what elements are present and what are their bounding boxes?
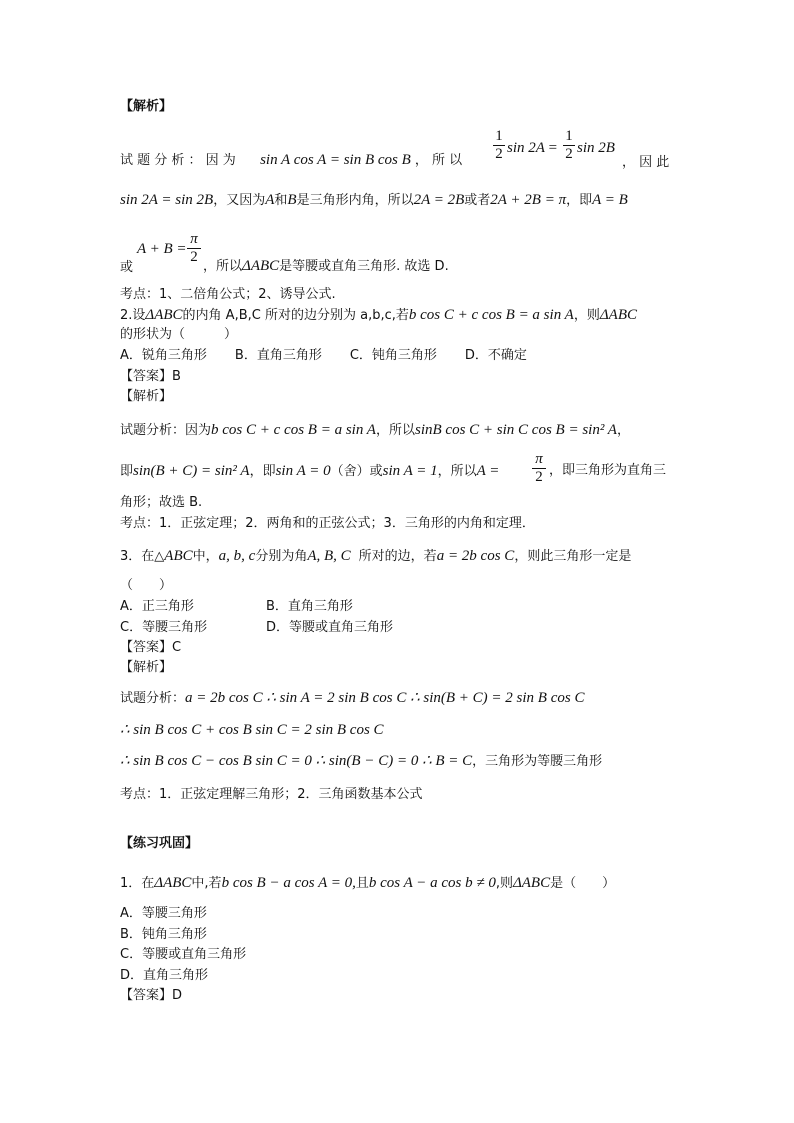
- text: ，三角形为等腰三角形: [472, 754, 603, 769]
- q2-stem-2: 的形状为（ ）: [120, 327, 238, 342]
- math: sinB cos C + sin C cos B = sin² A: [415, 422, 617, 438]
- text: 即: [120, 464, 134, 479]
- q3-stem: [120, 548, 631, 565]
- text-huo: 或: [120, 260, 134, 275]
- math-eq1: sin A cos A = sin B cos B: [260, 152, 411, 168]
- q3-option-c: C．等腰三角形: [120, 620, 208, 635]
- text: ，: [616, 423, 630, 438]
- q2-analysis-2b: ，即三角形为直角三: [549, 463, 667, 478]
- math-sin2B: sin 2B: [577, 140, 615, 156]
- option-c: C．钝角三角形: [349, 348, 437, 363]
- math: a, b, c: [218, 548, 256, 564]
- kaodian-1: 考点：1、二倍角公式；2、诱导公式.: [120, 287, 336, 302]
- analysis-line-1: [120, 152, 462, 169]
- math-eq5: 2A + 2B = π: [490, 192, 567, 208]
- text: ，即: [566, 193, 593, 208]
- text: 分别为角: [255, 549, 308, 564]
- math: sin(B + C) = sin² A: [133, 463, 250, 479]
- text: 且: [355, 876, 369, 891]
- analysis-line-3: [203, 258, 449, 275]
- text: ，则: [573, 308, 600, 323]
- q3-analysis-3: [120, 753, 602, 770]
- math-var: B: [287, 192, 297, 208]
- frac-den: 2: [565, 146, 573, 162]
- q3-option-a: A．正三角形: [120, 599, 194, 614]
- math: sin A = 0: [275, 463, 331, 479]
- text: 2.设: [120, 308, 146, 323]
- q3-option-b: B．直角三角形: [266, 599, 353, 614]
- text: （舍）或: [330, 464, 383, 479]
- text: ，所以: [203, 259, 243, 274]
- text: ，则此三角形一定是: [514, 549, 632, 564]
- q2-analysis-3: 角形；故选 B.: [120, 495, 203, 510]
- q2-answer: 【答案】B: [120, 369, 181, 384]
- analysis-line-2: [120, 192, 628, 209]
- math-eq7-left: A + B =: [137, 241, 187, 257]
- kaodian-2: 考点：1．正弦定理；2．两角和的正弦公式；3．三角形的内角和定理．: [120, 516, 535, 531]
- q2-analysis-2: [120, 463, 499, 480]
- text-yinci: ， 因 此: [622, 155, 670, 170]
- q3-analysis-2: ∴ sin B cos C + cos B sin C = 2 sin B cos C: [120, 722, 384, 738]
- text-suoyi: ， 所 以: [414, 153, 463, 168]
- math: A, B, C: [307, 548, 351, 564]
- section-heading-jiexi: 【解析】: [120, 99, 173, 114]
- text: ，又因为: [213, 193, 266, 208]
- math-dabc: ΔABC: [145, 307, 183, 323]
- math: ΔABC: [154, 875, 192, 891]
- math: A =: [476, 463, 500, 479]
- math: a = 2b cos C: [436, 548, 515, 564]
- math: b cos A − a cos b ≠ 0: [368, 875, 496, 891]
- math-eq4: 2A = 2B: [413, 192, 465, 208]
- math: ABC: [164, 548, 193, 564]
- frac-den: 2: [535, 469, 543, 485]
- frac-den: 2: [495, 146, 503, 162]
- math: ΔABC: [512, 875, 551, 891]
- q3-answer: 【答案】C: [120, 640, 182, 655]
- text: 中，: [192, 549, 219, 564]
- q3-option-d: D．等腰或直角三角形: [266, 620, 394, 635]
- fraction-pi-2-a: [187, 231, 201, 266]
- text: 和: [274, 193, 288, 208]
- text: 或者: [464, 193, 491, 208]
- text: ，即: [249, 464, 276, 479]
- practice-option-d: D．直角三角形: [120, 968, 209, 983]
- math: sin A = 1: [382, 463, 438, 479]
- frac-den: 2: [190, 249, 198, 265]
- practice-option-c: C．等腰或直角三角形: [120, 947, 247, 962]
- q3-analysis-1: [120, 690, 584, 707]
- math-sin2A: sin 2A =: [507, 140, 558, 156]
- text: 试题分析：因为: [120, 423, 212, 438]
- math: a = 2b cos C ∴ sin A = 2 sin B cos C ∴ sin(B + C) = 2 sin B cos C: [185, 690, 585, 706]
- practice-q1-stem: [120, 875, 615, 892]
- q2-stem: [120, 307, 637, 324]
- math-cond: b cos C + c cos B = a sin A: [408, 307, 574, 323]
- math: b cos C + c cos B = a sin A: [211, 422, 376, 438]
- frac-num: 1: [565, 128, 573, 144]
- math-dabc: ΔABC: [242, 258, 280, 274]
- q2-jiexi: 【解析】: [120, 389, 173, 404]
- text: ,则: [495, 876, 513, 891]
- math-dabc: ΔABC: [599, 307, 637, 323]
- text: 试题分析：: [120, 691, 186, 706]
- math: ∴ sin B cos C − cos B sin C = 0 ∴ sin(B − C) = 0 ∴ B = C: [120, 753, 473, 769]
- analysis-prefix: 试 题 分 析 ： 因 为: [120, 153, 236, 168]
- text: 3．在△: [120, 549, 165, 564]
- math: b cos B − a cos A = 0,: [221, 875, 356, 891]
- text: 所对的边，若: [358, 549, 437, 564]
- math-var: A: [265, 192, 275, 208]
- kaodian-3: 考点：1．正弦定理解三角形；2．三角函数基本公式: [120, 787, 423, 802]
- frac-num: π: [190, 231, 198, 247]
- fraction-half-2: [563, 128, 575, 163]
- option-b: B．直角三角形: [234, 348, 322, 363]
- math-eq3: sin 2A = sin 2B: [120, 192, 214, 208]
- math-eq6: A = B: [592, 192, 628, 208]
- text: ，所以: [375, 423, 415, 438]
- q2-analysis-1: [120, 422, 630, 439]
- practice-option-a: A．等腰三角形: [120, 906, 207, 921]
- q3-jiexi: 【解析】: [120, 660, 173, 675]
- fraction-half-1: [493, 128, 505, 163]
- practice-answer: 【答案】D: [120, 988, 183, 1003]
- practice-title: 【练习巩固】: [120, 836, 199, 851]
- practice-option-b: B．钝角三角形: [120, 927, 207, 942]
- option-a: A．锐角三角形: [120, 348, 207, 363]
- q3-paren: （ ）: [120, 578, 173, 593]
- frac-num: π: [535, 451, 543, 467]
- option-d: D．不确定: [464, 348, 527, 363]
- fraction-pi-2-b: [532, 451, 546, 486]
- text: 中,若: [191, 876, 222, 891]
- text: 1．在: [120, 876, 155, 891]
- text: ，所以: [437, 464, 477, 479]
- text: 是（ ）: [550, 876, 616, 891]
- q2-options: [120, 348, 527, 364]
- text: 是三角形内角，所以: [296, 193, 414, 208]
- frac-num: 1: [495, 128, 503, 144]
- text: 的内角 A,B,C 所对的边分别为 a,b,c,若: [182, 308, 409, 323]
- text: 是等腰或直角三角形. 故选 D.: [279, 259, 449, 274]
